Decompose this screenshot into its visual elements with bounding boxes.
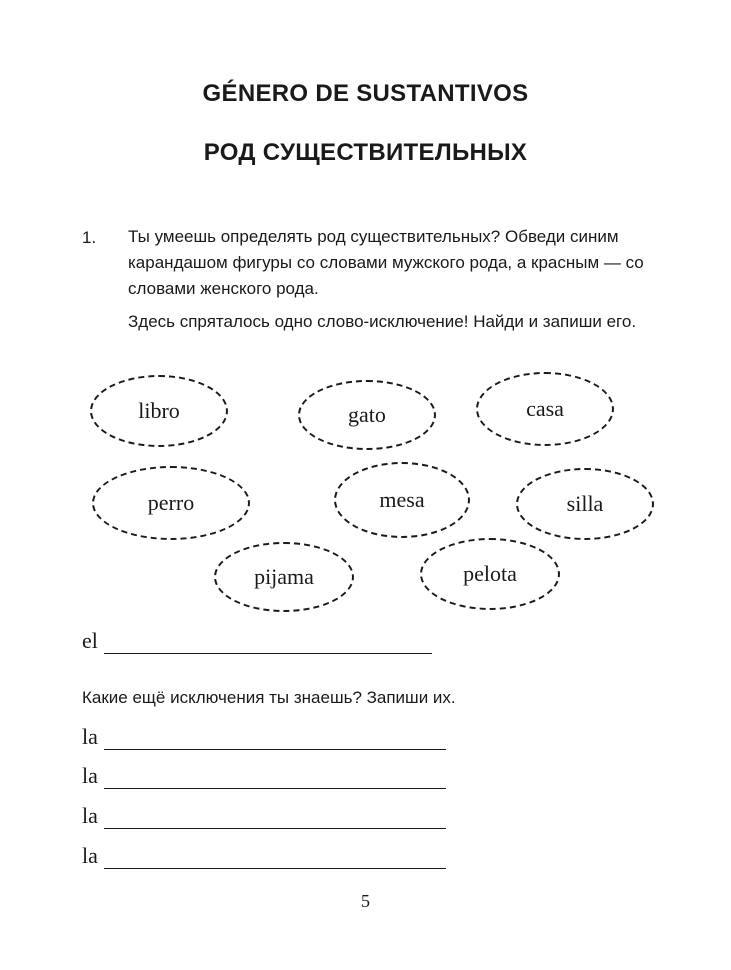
exception-line xyxy=(82,843,446,869)
word-oval[interactable] xyxy=(334,462,470,538)
article-label: la xyxy=(82,763,98,788)
word-oval[interactable] xyxy=(214,542,354,612)
word-label: casa xyxy=(526,396,564,421)
word-oval[interactable] xyxy=(476,372,614,446)
exception-line xyxy=(82,803,446,829)
exceptions-question: Какие ещё исключения ты знаешь? Запиши их. xyxy=(82,688,456,707)
article-label: la xyxy=(82,724,98,749)
exception-blank[interactable] xyxy=(104,848,446,869)
exception-line xyxy=(82,763,446,789)
task-hint: Здесь спряталось одно слово-исключение! Найди и запиши его. xyxy=(128,312,637,331)
word-oval[interactable] xyxy=(420,538,560,610)
word-label: libro xyxy=(138,398,180,423)
article-label: la xyxy=(82,843,98,868)
word-label: gato xyxy=(348,402,386,427)
article-label: el xyxy=(82,628,98,653)
word-oval[interactable] xyxy=(92,466,250,540)
article-label: la xyxy=(82,803,98,828)
task-instruction: Ты умеешь определять род существительных? Обведи синим карандашом фигуры со словами мужского рода, а красным — со словами женского рода. xyxy=(128,227,644,298)
answer-blank[interactable] xyxy=(104,633,432,654)
exception-blank[interactable] xyxy=(104,729,446,750)
word-oval[interactable] xyxy=(298,380,436,450)
exception-blank[interactable] xyxy=(104,808,446,829)
word-label: mesa xyxy=(379,487,425,512)
word-label: pijama xyxy=(254,564,314,589)
word-label: silla xyxy=(566,491,604,516)
answer-line xyxy=(82,628,432,654)
page-number: 5 xyxy=(361,891,370,911)
title-spanish: GÉNERO DE SUSTANTIVOS xyxy=(202,80,529,107)
title-russian: РОД СУЩЕСТВИТЕЛЬНЫХ xyxy=(203,139,528,166)
exception-line xyxy=(82,724,446,750)
word-label: perro xyxy=(147,490,195,515)
word-label: pelota xyxy=(463,561,517,586)
word-oval[interactable] xyxy=(90,375,228,447)
word-oval[interactable] xyxy=(516,468,654,540)
task-number: 1. xyxy=(82,228,97,247)
exception-blank[interactable] xyxy=(104,768,446,789)
